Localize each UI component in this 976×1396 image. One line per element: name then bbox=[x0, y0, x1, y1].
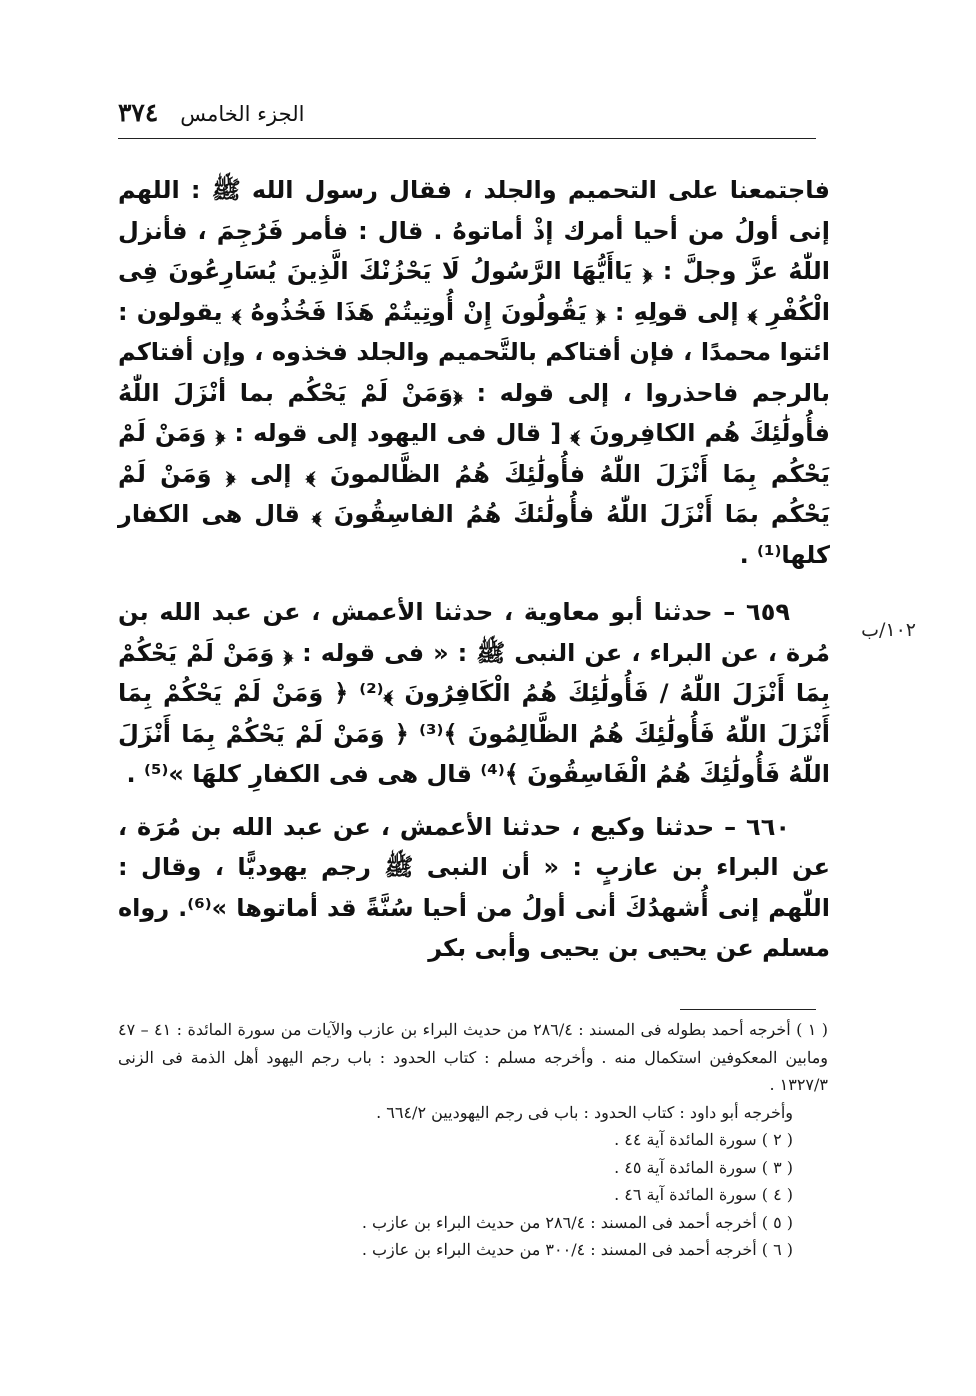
footnote-5: ( ٥ ) أخرجه أحمد فى المسند : ٢٨٦/٤ من حديث البراء بن عازب . bbox=[361, 1212, 793, 1232]
margin-folio-note: ١٠٢/ب bbox=[861, 619, 916, 641]
footnote-rule bbox=[680, 1009, 816, 1010]
running-header bbox=[118, 98, 816, 127]
footnote-4: ( ٤ ) سورة المائدة آية ٤٦ . bbox=[614, 1185, 793, 1204]
main-text bbox=[118, 170, 830, 969]
footnote-6: ( ٦ ) أخرجه أحمد فى المسند : ٣٠٠/٤ من حديث البراء بن عازب . bbox=[361, 1240, 793, 1259]
header-rule bbox=[118, 138, 816, 139]
page-number: ٣٧٤ bbox=[118, 98, 159, 127]
paragraph-hadith-660: ٦٦٠ – حدثنا وكيع ، حدثنا الأعمش ، عن عبد الله بن مُرَة ، عن البراء بن عازبٍ : « أن النبى ﷺ رجم يهوديًّا ، وقال : اللّٰهم إنى أُشهدُكَ أنى أولُ من أحيا سُنَّةً قد أماتوها »⁽⁶⁾. رواه مسلم عن يحيى بن يحيى وأبى بكر bbox=[118, 812, 831, 962]
footnote-2: ( ٢ ) سورة المائدة آية ٤٤ . bbox=[614, 1130, 793, 1149]
part-title: الجزء الخامس bbox=[180, 102, 305, 126]
footnote-1-continuation: وأخرجه أبو داود : كتاب الحدود : باب فى رجم اليهوديين ٦٦٤/٢ . bbox=[376, 1102, 793, 1122]
footnotes bbox=[118, 1016, 828, 1264]
footnote-3: ( ٣ ) سورة المائدة آية ٤٥ . bbox=[614, 1157, 793, 1177]
paragraph-hadith-659: ٦٥٩ – حدثنا أبو معاوية ، حدثنا الأعمش ، عن عبد الله بن مُرة ، عن البراء ، عن النبى ﷺ : « فى قوله : ﴿ وَمَنْ لَمْ يَحْكُمْ بِمَا أَنْزَلَ اللّٰهُ / فَأُولَٰئِكَ هُمُ الْكَافِرُونَ ﴾⁽²⁾ ﴿ وَمَنْ لَمْ يَحْكُمْ بِمَا أَنْزَلَ اللّٰهُ فَأُولَٰئِكَ هُمُ الظَّالِمُونَ ﴾⁽³⁾ ﴿ وَمَنْ لَمْ يَحْكُمْ بِمَا أَنْزَلَ اللّٰهُ فَأُولَٰئِكَ هُمُ الْفَاسِقُونَ ﴾⁽⁴⁾ قال هى فى الكفارِ كلهَا »⁽⁵⁾ . bbox=[118, 598, 831, 788]
paragraph-continuation: فاجتمعنا على التحميم والجلد ، فقال رسول الله ﷺ : اللهم إنى أولُ من أحيا أمرك إذْ أماتوهُ . قال : فأمر فَرُجِمَ ، فأنزل اللّٰهُ عزَّ وجلَّ : ﴿ يَاأَيُّهَا الرَّسُولُ لَا يَحْزُنْكَ الَّذِينَ يُسَارِعُونَ فِى الْكُفْرِ ﴾ إلى قولِهِ : ﴿ يَقُولُونَ إِنْ أُوتِيتُمْ هَذَا فَخُذُوهُ ﴾ يقولون : ائتوا محمدًا ، فإن أفتاكم بالتَّحميم والجلد فخذوه ، وإن أفتاكم بالرجم فاحذروا ، إلى قوله : ﴿وَمَنْ لَمْ يَحْكُم بما أنْزَلَ اللّٰهُ فأُولَٰئِكَ هُم الكافِرونَ ﴾ [ قال فى اليهود إلى قوله : ﴿ وَمَنْ لَمْ يَحْكُم بِمَا أَنْزَلَ اللّٰهُ فأُولَٰئِكَ هُمُ الظَّالمونَ ﴾ إلى ﴿ وَمَنْ لَمْ يَحْكُم بمَا أَنْزَلَ اللّٰهُ فأُولَٰئكَ هُمُ الفاسِقُونَ ﴾ قال هى الكفار كلها⁽¹⁾ . bbox=[118, 176, 830, 569]
footnote-1: ( ١ ) أخرجه أحمد بطوله فى المسند : ٢٨٦/٤ من حديث البراء بن عازب والآيات من سورة المائدة : ٤١ – ٤٧ ومابين المعكوفين استكمال منه . وأخرجه مسلم : كتاب الحدود : باب رجم اليهود أهل الذمة فى الزنى ١٣٢٧/٣ . bbox=[118, 1020, 829, 1094]
